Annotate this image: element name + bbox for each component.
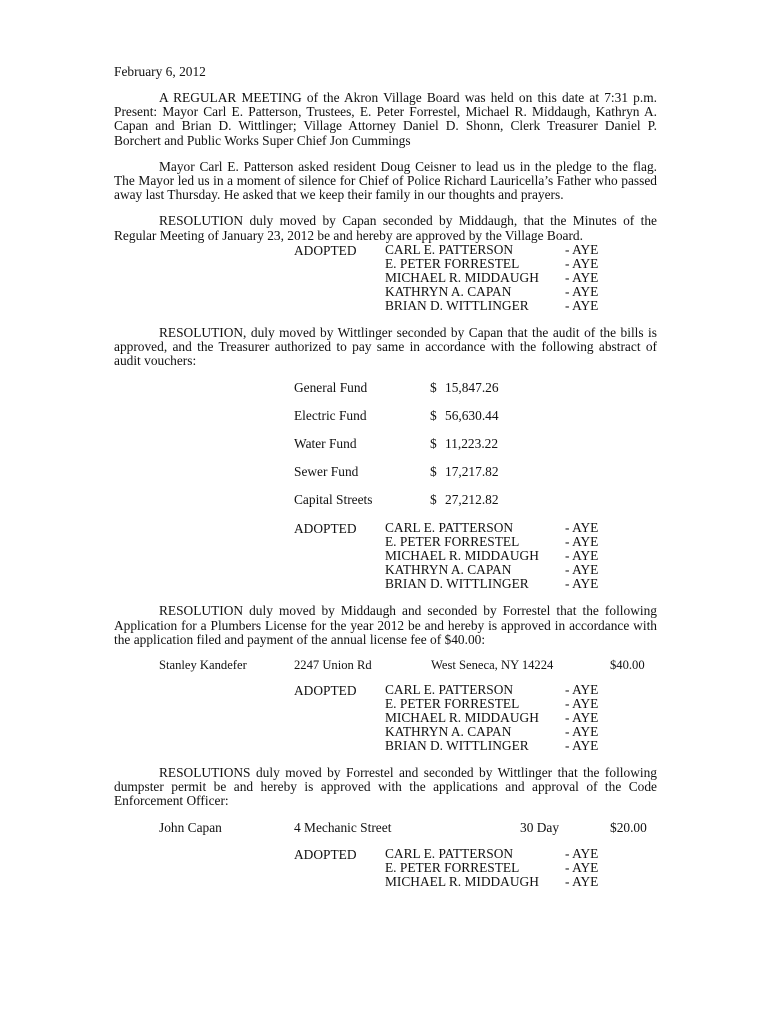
permit-address: 4 Mechanic Street — [294, 819, 392, 835]
vote-row — [385, 285, 657, 299]
vote-row — [385, 711, 657, 725]
fund-row — [294, 381, 657, 395]
vote-value: - AYE — [565, 562, 599, 578]
voter-name: E. PETER FORRESTEL — [385, 696, 520, 712]
applicant-city: West Seneca, NY 14224 — [431, 658, 554, 673]
vote-value: - AYE — [565, 710, 599, 726]
fund-currency: $ — [430, 380, 437, 396]
adopted-label: ADOPTED — [294, 242, 357, 258]
voter-name: KATHRYN A. CAPAN — [385, 283, 512, 299]
vote-row — [385, 739, 657, 753]
vote-row — [385, 535, 657, 549]
adopted-label: ADOPTED — [294, 521, 357, 537]
vote-row — [385, 577, 657, 591]
fund-amount: 15,847.26 — [445, 380, 499, 396]
plumbers-license-row — [114, 657, 657, 673]
fund-amount: 27,212.82 — [445, 492, 499, 508]
adopted-label: ADOPTED — [294, 846, 357, 862]
voter-name: CARL E. PATTERSON — [385, 845, 514, 861]
vote-block — [294, 847, 657, 889]
fund-row — [294, 493, 657, 507]
permit-duration: 30 Day — [520, 819, 560, 835]
fund-name: Electric Fund — [294, 408, 367, 424]
voter-name: E. PETER FORRESTEL — [385, 255, 520, 271]
fund-name: General Fund — [294, 380, 368, 396]
vote-value: - AYE — [565, 297, 599, 313]
voter-name: MICHAEL R. MIDDAUGH — [385, 548, 539, 564]
vote-value: - AYE — [565, 682, 599, 698]
vote-row — [385, 243, 657, 257]
permit-holder-name: John Capan — [159, 819, 222, 835]
vote-row — [385, 847, 657, 861]
voter-name: KATHRYN A. CAPAN — [385, 562, 512, 578]
vote-value: - AYE — [565, 283, 599, 299]
fund-amount: 56,630.44 — [445, 408, 499, 424]
voter-name: CARL E. PATTERSON — [385, 682, 514, 698]
vote-block — [294, 243, 657, 313]
vote-value: - AYE — [565, 255, 599, 271]
paragraph-minutes-resolution: RESOLUTION duly moved by Capan seconded by Middaugh, that the Minutes of the Regular Meeting of January 23, 2012 be and hereby are approved by the Village Board. — [114, 213, 657, 243]
fund-name: Sewer Fund — [294, 464, 359, 480]
vote-value: - AYE — [565, 241, 599, 257]
paragraph-attendance: A REGULAR MEETING of the Akron Village Board was held on this date at 7:31 p.m. Present: Mayor Carl E. Patterson, Trustees, E. Peter Forrestel, Michael R. Middaugh, Kathryn A. Capan and Brian D. Wittlinger; Village Attorney Daniel D. Shonn, Clerk Treasurer Daniel P. Borchert and Public Works Super Chief Jon Cummings — [114, 90, 657, 148]
fund-currency: $ — [430, 436, 437, 452]
voter-name: E. PETER FORRESTEL — [385, 534, 520, 550]
vote-value: - AYE — [565, 576, 599, 592]
minutes-page — [114, 64, 657, 889]
vote-value: - AYE — [565, 520, 599, 536]
fund-currency: $ — [430, 408, 437, 424]
vote-row — [385, 563, 657, 577]
license-fee: $40.00 — [610, 658, 645, 673]
voter-name: BRIAN D. WITTLINGER — [385, 738, 529, 754]
voter-name: MICHAEL R. MIDDAUGH — [385, 269, 539, 285]
vote-row — [385, 549, 657, 563]
vote-value: - AYE — [565, 738, 599, 754]
voter-name: MICHAEL R. MIDDAUGH — [385, 710, 539, 726]
adopted-label: ADOPTED — [294, 683, 357, 699]
voter-name: MICHAEL R. MIDDAUGH — [385, 873, 539, 889]
permit-fee: $20.00 — [610, 819, 647, 835]
fund-currency: $ — [430, 464, 437, 480]
vote-row — [385, 683, 657, 697]
fund-currency: $ — [430, 492, 437, 508]
vote-value: - AYE — [565, 548, 599, 564]
vote-value: - AYE — [565, 724, 599, 740]
paragraph-pledge: Mayor Carl E. Patterson asked resident Doug Ceisner to lead us in the pledge to the flag. The Mayor led us in a moment of silence for Chief of Police Richard Lauricella’s Father who passed away last Thursday. He asked that we keep their family in our thoughts and prayers. — [114, 158, 657, 203]
fund-name: Capital Streets — [294, 492, 373, 508]
applicant-name: Stanley Kandefer — [159, 658, 247, 673]
paragraph-audit-resolution: RESOLUTION, duly moved by Wittlinger seconded by Capan that the audit of the bills is approved, and the Treasurer authorized to pay same in accordance with the following abstract of audit vouchers: — [114, 324, 657, 369]
vote-row — [385, 697, 657, 711]
voter-name: E. PETER FORRESTEL — [385, 859, 520, 875]
voter-name: BRIAN D. WITTLINGER — [385, 297, 529, 313]
vote-row — [385, 271, 657, 285]
fund-name: Water Fund — [294, 436, 357, 452]
vote-row — [385, 521, 657, 535]
vote-row — [385, 875, 657, 889]
meeting-date: February 6, 2012 — [114, 64, 206, 79]
applicant-address: 2247 Union Rd — [294, 658, 372, 673]
dumpster-permit-row — [114, 820, 657, 836]
paragraph-dumpster-resolution: RESOLUTIONS duly moved by Forrestel and seconded by Wittlinger that the following dumpster permit be and hereby is approved with the applications and approval of the Code Enforcement Officer: — [114, 765, 657, 809]
voter-name: KATHRYN A. CAPAN — [385, 724, 512, 740]
vote-value: - AYE — [565, 534, 599, 550]
vote-row — [385, 725, 657, 739]
voter-name: CARL E. PATTERSON — [385, 241, 514, 257]
fund-row — [294, 437, 657, 451]
fund-row — [294, 465, 657, 479]
fund-row — [294, 409, 657, 423]
vote-value: - AYE — [565, 269, 599, 285]
vote-value: - AYE — [565, 859, 599, 875]
voter-name: CARL E. PATTERSON — [385, 520, 514, 536]
vote-block — [294, 683, 657, 753]
vote-block — [294, 521, 657, 591]
vote-value: - AYE — [565, 845, 599, 861]
fund-list — [294, 381, 657, 507]
vote-value: - AYE — [565, 696, 599, 712]
fund-amount: 17,217.82 — [445, 464, 499, 480]
paragraph-plumbers-resolution: RESOLUTION duly moved by Middaugh and seconded by Forrestel that the following Application for a Plumbers License for the year 2012 be and hereby is approved in accordance with the application filed and payment of the annual license fee of $40.00: — [114, 603, 657, 647]
vote-value: - AYE — [565, 873, 599, 889]
vote-row — [385, 861, 657, 875]
vote-row — [385, 299, 657, 313]
vote-row — [385, 257, 657, 271]
voter-name: BRIAN D. WITTLINGER — [385, 576, 529, 592]
fund-amount: 11,223.22 — [445, 436, 499, 452]
